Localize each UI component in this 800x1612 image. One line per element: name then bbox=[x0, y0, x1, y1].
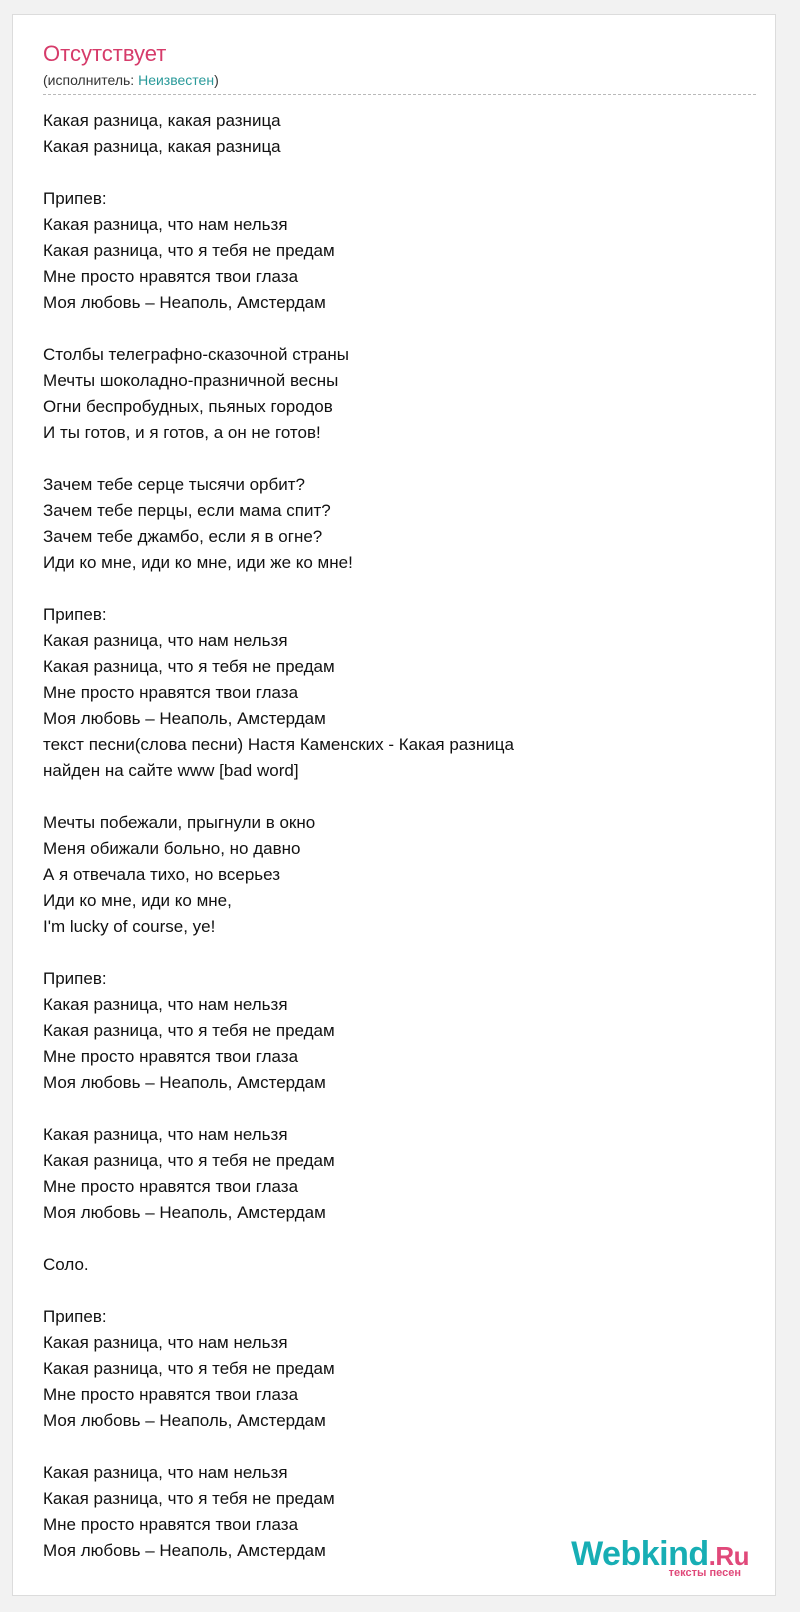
lyrics-line: Моя любовь – Неаполь, Амстердам bbox=[43, 1541, 326, 1560]
lyrics-line: Какая разница, что я тебя не предам bbox=[43, 1151, 335, 1170]
lyrics-line: Какая разница, что я тебя не предам bbox=[43, 1489, 335, 1508]
logo-tagline: тексты песен bbox=[668, 1567, 741, 1579]
lyrics-line: Мечты шоколадно-празничной весны bbox=[43, 371, 339, 390]
lyrics-blank-line bbox=[43, 1226, 763, 1252]
lyrics-line: Припев: bbox=[43, 969, 107, 988]
lyrics-line: Какая разница, что нам нельзя bbox=[43, 215, 288, 234]
lyrics-line: Меня обижали больно, но давно bbox=[43, 839, 301, 858]
lyrics-line: Припев: bbox=[43, 189, 107, 208]
lyrics-line: Какая разница, что я тебя не предам bbox=[43, 657, 335, 676]
lyrics-line: Мне просто нравятся твои глаза bbox=[43, 267, 299, 286]
lyrics-line: Мне просто нравятся твои глаза bbox=[43, 683, 299, 702]
lyrics-line: Какая разница, какая разница bbox=[43, 111, 281, 130]
lyrics-line: Мне просто нравятся твои глаза bbox=[43, 1047, 299, 1066]
lyrics-line: Какая разница, что я тебя не предам bbox=[43, 1021, 335, 1040]
lyrics-line: Какая разница, что нам нельзя bbox=[43, 1125, 288, 1144]
lyrics-blank-line bbox=[43, 784, 763, 810]
lyrics-line: Моя любовь – Неаполь, Амстердам bbox=[43, 293, 326, 312]
lyrics-line: Иди ко мне, иди ко мне, иди же ко мне! bbox=[43, 553, 353, 572]
performer-link[interactable]: Неизвестен bbox=[138, 72, 215, 88]
lyrics-blank-line bbox=[43, 1278, 763, 1304]
lyrics-line: Зачем тебе серце тысячи орбит? bbox=[43, 475, 305, 494]
lyrics-line: Соло. bbox=[43, 1255, 89, 1274]
lyrics-line: И ты готов, и я готов, а он не готов! bbox=[43, 423, 321, 442]
lyrics-line: Мечты побежали, прыгнули в окно bbox=[43, 813, 316, 832]
lyrics-line: А я отвечала тихо, но всерьез bbox=[43, 865, 281, 884]
lyrics-blank-line bbox=[43, 576, 763, 602]
lyrics-line: Столбы телеграфно-сказочной страны bbox=[43, 345, 349, 364]
lyrics-line: Мне просто нравятся твои глаза bbox=[43, 1385, 299, 1404]
lyrics-line: Иди ко мне, иди ко мне, bbox=[43, 891, 232, 910]
lyrics-line: найден на сайте www [bad word] bbox=[43, 761, 299, 780]
lyrics-line: текст песни(слова песни) Настя Каменских - Какая разница bbox=[43, 735, 514, 754]
lyrics-line: Какая разница, что я тебя не предам bbox=[43, 241, 335, 260]
lyrics-blank-line bbox=[43, 160, 763, 186]
lyrics-line: Какая разница, что нам нельзя bbox=[43, 995, 288, 1014]
logo-tld: .Ru bbox=[708, 1541, 749, 1571]
lyrics-line: Припев: bbox=[43, 1307, 107, 1326]
lyrics-blank-line bbox=[43, 316, 763, 342]
logo-brand: Webkind bbox=[571, 1535, 709, 1573]
song-title: Отсутствует bbox=[43, 41, 167, 66]
lyrics-blank-line bbox=[43, 446, 763, 472]
lyrics-line: Припев: bbox=[43, 605, 107, 624]
performer-prefix: (исполнитель: bbox=[43, 72, 139, 88]
lyrics-line: Зачем тебе джамбо, если я в огне? bbox=[43, 527, 323, 546]
lyrics-line: Мне просто нравятся твои глаза bbox=[43, 1515, 299, 1534]
lyrics-blank-line bbox=[43, 1434, 763, 1460]
lyrics-line: Какая разница, какая разница bbox=[43, 137, 281, 156]
performer-line bbox=[43, 73, 219, 87]
lyrics-line: Какая разница, что нам нельзя bbox=[43, 631, 288, 650]
lyrics-line: Огни беспробудных, пьяных городов bbox=[43, 397, 333, 416]
lyrics-line: Зачем тебе перцы, если мама спит? bbox=[43, 501, 331, 520]
lyrics-card bbox=[12, 14, 776, 1596]
lyrics-blank-line bbox=[43, 940, 763, 966]
lyrics-line: Какая разница, что нам нельзя bbox=[43, 1333, 288, 1352]
lyrics-line: Мне просто нравятся твои глаза bbox=[43, 1177, 299, 1196]
lyrics-text bbox=[43, 108, 763, 1564]
lyrics-line: Моя любовь – Неаполь, Амстердам bbox=[43, 1203, 326, 1222]
logo-wordmark bbox=[571, 1537, 749, 1571]
lyrics-line: Моя любовь – Неаполь, Амстердам bbox=[43, 1411, 326, 1430]
performer-suffix: ) bbox=[214, 72, 219, 88]
lyrics-line: I'm lucky of course, ye! bbox=[43, 917, 216, 936]
lyrics-blank-line bbox=[43, 1096, 763, 1122]
lyrics-line: Моя любовь – Неаполь, Амстердам bbox=[43, 709, 326, 728]
lyrics-line: Какая разница, что я тебя не предам bbox=[43, 1359, 335, 1378]
header-divider bbox=[43, 94, 756, 95]
lyrics-line: Моя любовь – Неаполь, Амстердам bbox=[43, 1073, 326, 1092]
lyrics-line: Какая разница, что нам нельзя bbox=[43, 1463, 288, 1482]
site-logo bbox=[571, 1535, 749, 1579]
